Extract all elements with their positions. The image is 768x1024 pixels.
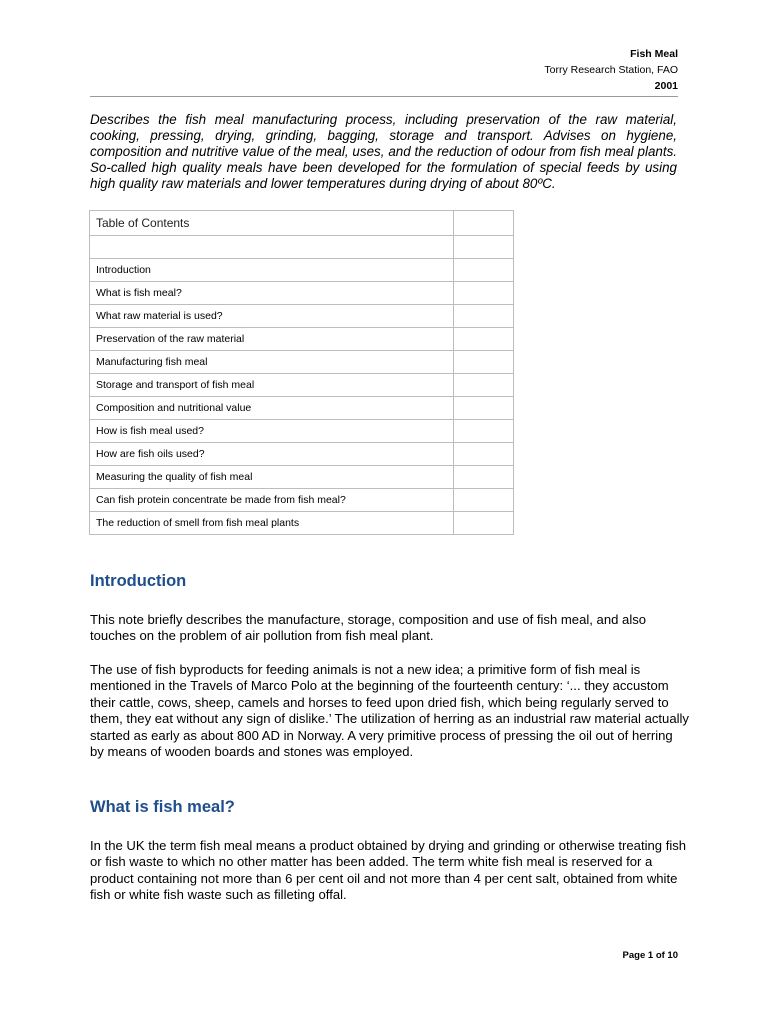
toc-title: Table of Contents [90, 211, 454, 236]
organization: Torry Research Station, FAO [544, 64, 678, 76]
toc-page-cell [454, 305, 514, 328]
toc-page-cell [454, 443, 514, 466]
toc-row [90, 259, 514, 282]
toc-item[interactable]: Preservation of the raw material [90, 328, 454, 351]
toc-page-cell [454, 466, 514, 489]
toc-row [90, 328, 514, 351]
toc-row [90, 466, 514, 489]
toc-item[interactable]: How are fish oils used? [90, 443, 454, 466]
toc-item[interactable]: What is fish meal? [90, 282, 454, 305]
toc-row [90, 397, 514, 420]
toc-item[interactable]: How is fish meal used? [90, 420, 454, 443]
body-paragraph: In the UK the term fish meal means a product obtained by drying and grinding or otherwise treating fish or fish waste to which no other matter has been added. The term white fish meal is reserved for a product containing not more than 6 per cent oil and not more than 4 per cent salt, obtained from white fish or white fish waste such as filleting offal. [90, 838, 687, 903]
toc-row [90, 282, 514, 305]
toc-item[interactable]: The reduction of smell from fish meal plants [90, 512, 454, 535]
toc-row [90, 512, 514, 535]
toc-row [90, 443, 514, 466]
toc-row [90, 420, 514, 443]
toc-item[interactable]: Measuring the quality of fish meal [90, 466, 454, 489]
toc-page-cell [454, 259, 514, 282]
body-paragraph: The use of fish byproducts for feeding animals is not a new idea; a primitive form of fish meal is mentioned in the Travels of Marco Polo at the beginning of the fourteenth century: ‘... they accustom their cattle, cows, sheep, camels and horses to feed upon dried fish, which being regularly served to them, they eat without any sign of dislike.’ The utilization of herring as an industrial raw material actually started as early as about 800 AD in Norway. A very primitive process of pressing the oil out of herring by means of wooden boards and stones was employed. [90, 662, 689, 760]
toc-item[interactable]: Introduction [90, 259, 454, 282]
section-heading-introduction: Introduction [90, 572, 187, 590]
table-of-contents [89, 210, 514, 535]
toc-item[interactable]: Composition and nutritional value [90, 397, 454, 420]
toc-row [90, 374, 514, 397]
toc-page-cell [454, 512, 514, 535]
abstract: Describes the fish meal manufacturing process, including preservation of the raw material, cooking, pressing, drying, grinding, bagging, storage and transport. Advises on hygiene, composition and nutritive value of the meal, uses, and the reduction of odour from fish meal plants. So-called high quality meals have been developed for the formulation of special feeds by using high quality raw materials and lower temperatures during drying of about 80ºC. [90, 112, 677, 191]
toc-page-cell [454, 351, 514, 374]
toc-page-cell [454, 489, 514, 512]
toc-page-cell [454, 211, 514, 236]
header-divider [90, 96, 678, 97]
toc-row [90, 305, 514, 328]
toc-page-cell [454, 328, 514, 351]
page-number: Page 1 of 10 [622, 950, 678, 961]
toc-row [90, 489, 514, 512]
toc-item[interactable]: What raw material is used? [90, 305, 454, 328]
toc-page-cell [454, 374, 514, 397]
publication-year: 2001 [654, 80, 678, 92]
toc-page-cell [454, 282, 514, 305]
toc-item[interactable]: Manufacturing fish meal [90, 351, 454, 374]
toc-page-cell [454, 420, 514, 443]
toc-item[interactable]: Storage and transport of fish meal [90, 374, 454, 397]
body-paragraph: This note briefly describes the manufacture, storage, composition and use of fish meal, and also touches on the problem of air pollution from fish meal plant. [90, 612, 647, 644]
toc-blank-row [90, 236, 514, 259]
toc-row [90, 351, 514, 374]
toc-header-row [90, 211, 514, 236]
document-title: Fish Meal [630, 48, 678, 60]
toc-item[interactable]: Can fish protein concentrate be made from fish meal? [90, 489, 454, 512]
toc-page-cell [454, 397, 514, 420]
section-heading-what-is-fish-meal: What is fish meal? [90, 798, 235, 816]
